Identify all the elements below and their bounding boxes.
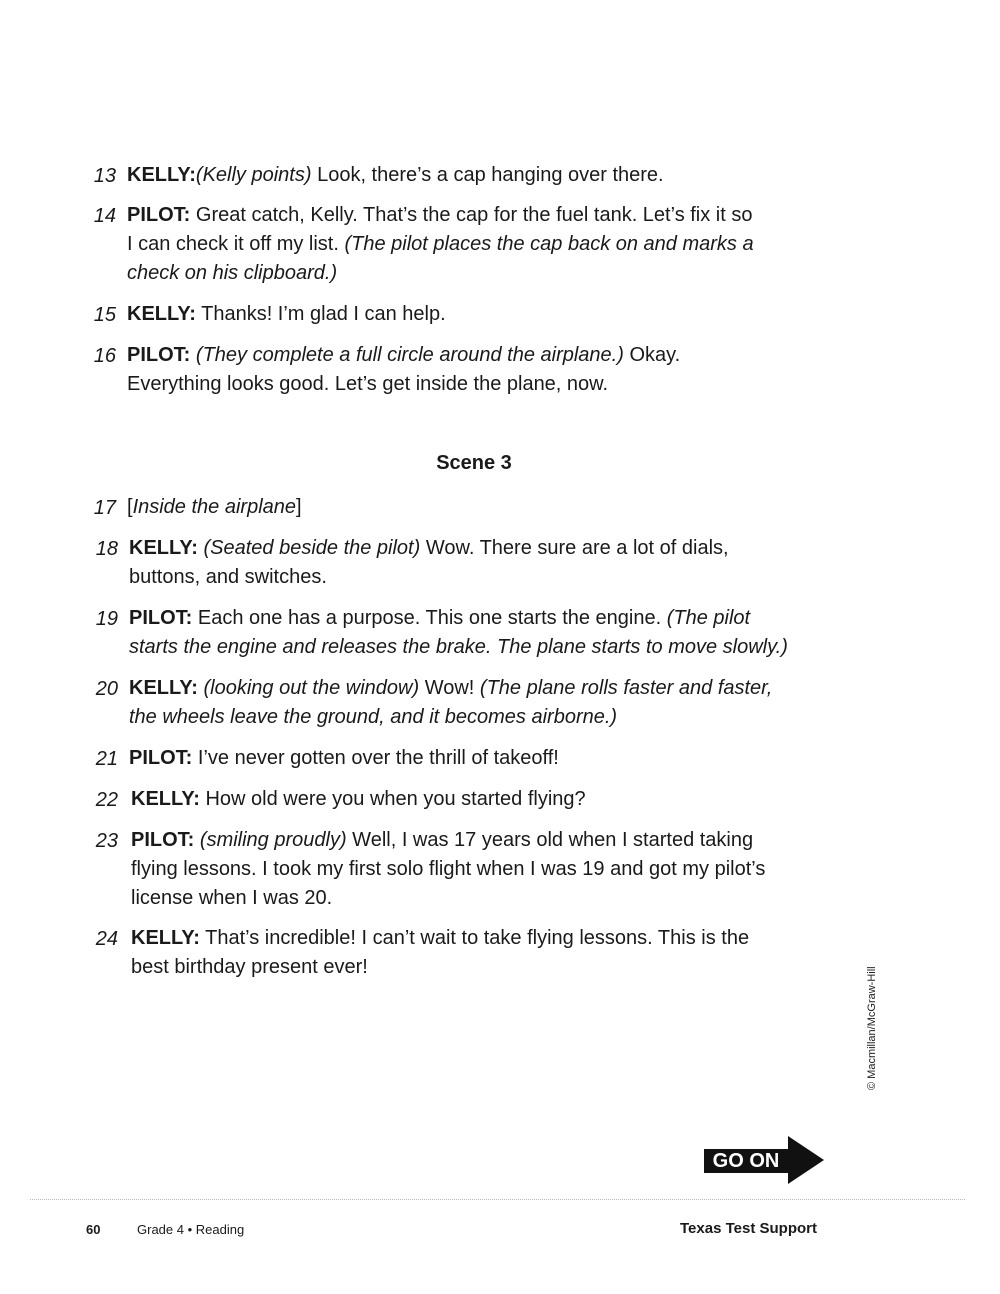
dialogue-line <box>131 785 586 814</box>
line-number: 15 <box>93 304 116 326</box>
stage-direction: (Kelly points) <box>195 164 312 186</box>
dialogue-text: Well, I was 17 years old when I started taking <box>346 829 754 851</box>
dialogue-line <box>129 674 772 703</box>
dialogue-text: Each one has a purpose. This one starts the engine. <box>192 607 667 629</box>
dialogue-line <box>127 259 337 288</box>
stage-direction: (They complete a full circle around the airplane.) <box>195 344 624 366</box>
scene-heading: Scene 3 <box>436 452 512 474</box>
dialogue-text: ] <box>296 496 302 518</box>
footer-divider <box>30 1199 965 1200</box>
stage-direction: (The pilot places the cap back on and marks a <box>344 233 754 255</box>
dialogue-text: How old were you when you started flying? <box>199 788 586 810</box>
dialogue-text: Great catch, Kelly. That’s the cap for the fuel tank. Let’s fix it so <box>190 204 753 226</box>
line-number: 19 <box>95 608 118 630</box>
speaker-name: PILOT: <box>127 344 191 366</box>
speaker-name: KELLY: <box>129 537 198 559</box>
line-number: 14 <box>93 205 116 227</box>
stage-direction: starts the engine and releases the brake. The plane starts to move slowly.) <box>129 636 788 658</box>
dialogue-line <box>129 744 559 773</box>
dialogue-line <box>127 230 754 259</box>
dialogue-line <box>127 493 302 522</box>
stage-direction: Inside the airplane <box>132 496 297 518</box>
dialogue-line <box>129 534 729 563</box>
dialogue-text: best birthday present ever! <box>131 956 368 978</box>
dialogue-text: Thanks! I’m glad I can help. <box>195 303 446 325</box>
line-number: 13 <box>93 165 116 187</box>
dialogue-line <box>129 703 617 732</box>
dialogue-text: Wow. There sure are a lot of dials, <box>420 537 729 559</box>
grade-label: Grade 4 • Reading <box>137 1222 245 1237</box>
dialogue-line <box>131 924 749 953</box>
dialogue-line <box>127 370 608 399</box>
line-number: 23 <box>95 830 118 852</box>
dialogue-text: flying lessons. I took my first solo flight when I was 19 and got my pilot’s <box>131 858 766 880</box>
dialogue-line <box>129 633 788 662</box>
speaker-name: PILOT: <box>131 829 195 851</box>
dialogue-line <box>129 563 327 592</box>
dialogue-line <box>131 855 765 884</box>
go-on-label: GO ON <box>704 1149 788 1173</box>
book-title: Texas Test Support <box>680 1220 817 1237</box>
stage-direction: (smiling proudly) <box>199 829 347 851</box>
dialogue-text: That’s incredible! I can’t wait to take flying lessons. This is the <box>199 927 750 949</box>
speaker-name: KELLY: <box>127 164 196 186</box>
dialogue-line <box>127 341 680 370</box>
dialogue-text: [ <box>127 496 133 518</box>
dialogue-text: Everything looks good. Let’s get inside the plane, now. <box>127 373 609 395</box>
speaker-name: KELLY: <box>131 788 200 810</box>
dialogue-text: Okay. <box>623 344 681 366</box>
speaker-name: PILOT: <box>129 747 193 769</box>
speaker-name: KELLY: <box>131 927 200 949</box>
speaker-name: PILOT: <box>129 607 193 629</box>
stage-direction: the wheels leave the ground, and it becomes airborne.) <box>129 706 618 728</box>
dialogue-line <box>127 161 664 190</box>
dialogue-text: Look, there’s a cap hanging over there. <box>311 164 664 186</box>
stage-direction: check on his clipboard.) <box>127 262 338 284</box>
dialogue-text: buttons, and switches. <box>129 566 327 588</box>
line-number: 16 <box>93 345 116 367</box>
copyright-notice: © Macmillan/McGraw-Hill <box>866 966 878 1090</box>
line-number: 22 <box>95 789 118 811</box>
speaker-name: KELLY: <box>127 303 196 325</box>
dialogue-text: Wow! <box>419 677 480 699</box>
stage-direction: (Seated beside the pilot) <box>203 537 421 559</box>
dialogue-line <box>131 953 368 982</box>
line-number: 21 <box>95 748 118 770</box>
go-on-arrow <box>704 1136 824 1184</box>
dialogue-line <box>127 201 752 230</box>
dialogue-text: I can check it off my list. <box>127 233 345 255</box>
speaker-name: PILOT: <box>127 204 191 226</box>
line-number: 20 <box>95 678 118 700</box>
stage-direction: (The pilot <box>666 607 751 629</box>
stage-direction: (The plane rolls faster and faster, <box>479 677 773 699</box>
dialogue-text: I’ve never gotten over the thrill of takeoff! <box>192 747 559 769</box>
dialogue-line <box>129 604 750 633</box>
right-arrow-icon <box>788 1136 824 1184</box>
dialogue-line <box>131 826 753 855</box>
dialogue-text: license when I was 20. <box>131 887 333 909</box>
line-number: 24 <box>95 928 118 950</box>
dialogue-line <box>127 300 446 329</box>
dialogue-line <box>131 884 332 913</box>
line-number: 17 <box>93 497 116 519</box>
speaker-name: KELLY: <box>129 677 198 699</box>
page-number: 60 <box>86 1222 101 1237</box>
line-number: 18 <box>95 538 118 560</box>
stage-direction: (looking out the window) <box>203 677 420 699</box>
